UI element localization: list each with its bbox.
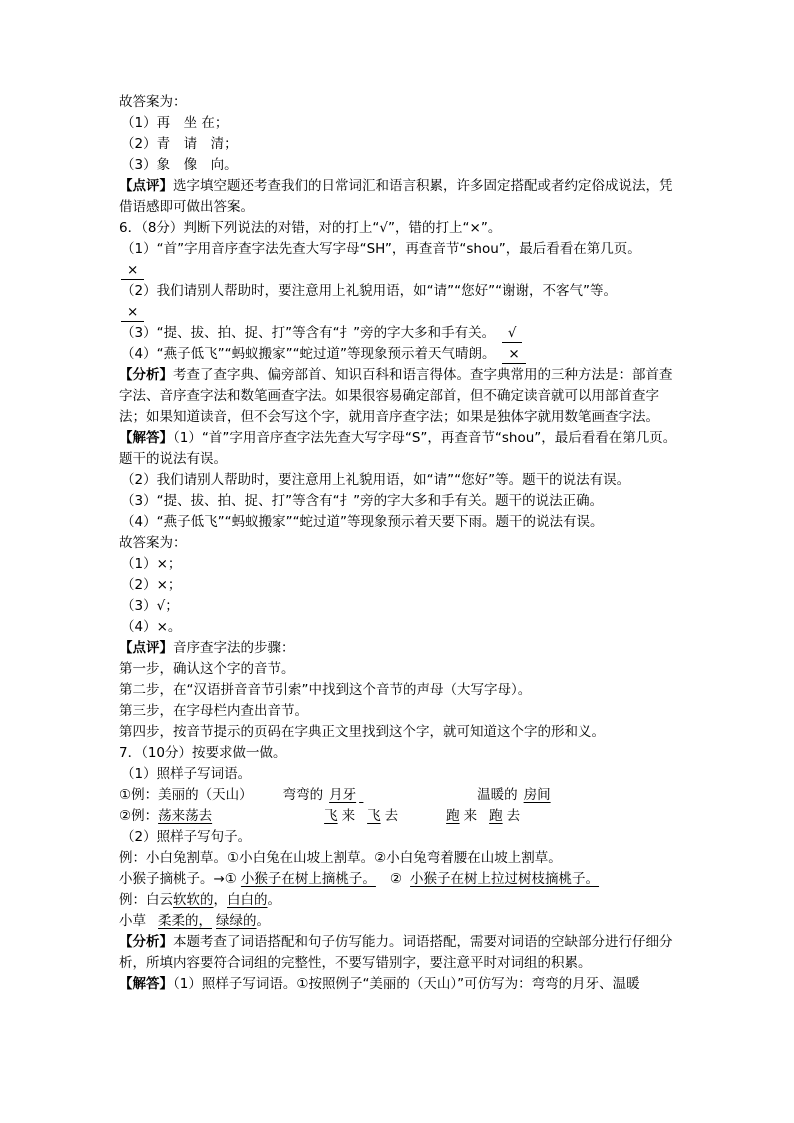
question-7-title: 7．（10分）按要求做一做。	[119, 745, 287, 761]
document-page	[119, 92, 679, 995]
filled-answer: 跑	[489, 808, 503, 824]
analysis-text: 考查了查字典、偏旁部首、知识百科和语言得体。查字典常用的三种方法是：部首查字法、音序查字法和数笔画查字法。如果很容易确定部首，但不确定读音就可以用部首查字法；如果知道读音，但不会写这个字，就用音序查字法；如果是独体字就用数笔画查字法。	[119, 367, 673, 425]
comment-label: 【点评】	[119, 640, 173, 656]
filled-answer: 飞	[324, 808, 338, 824]
solution-text: （1）照样子写词语。①按照例子“美丽的（天山）”可仿写为：弯弯的月牙、温暖	[173, 976, 640, 992]
analysis-text: 本题考查了词语搭配和句子仿写能力。词语搭配，需要对词语的空缺部分进行仔细分析，所填内容要符合词组的完整性，不要写错别字，要注意平时对词组的积累。	[119, 934, 673, 971]
solution-paragraph	[119, 974, 679, 995]
phrase-label: 弯弯的	[282, 787, 324, 803]
separator: 。	[256, 913, 270, 929]
phrase-part: 去	[384, 808, 399, 824]
part-2-heading: （2）照样子写句子。	[121, 829, 252, 845]
statement-1	[119, 239, 679, 260]
sentence-example: 例：小白兔割草。①小白兔在山坡上割草。②小白兔弯着腰在山坡上割草。	[119, 850, 562, 866]
filled-answer: 飞	[367, 808, 381, 824]
example-prefix: ①例：美丽的（天山）	[119, 787, 253, 803]
analysis-paragraph	[119, 365, 679, 428]
part-1-heading: （1）照样子写词语。	[121, 766, 252, 782]
answer-line: （1）再 坐 在；	[121, 115, 229, 131]
comment-paragraph	[119, 638, 679, 659]
comment-text: 选字填空题还考查我们的日常词汇和语言积累，许多固定搭配或者约定俗成说法，凭借语感即可做出答案。	[119, 178, 673, 215]
answer-line: （3）象 像 向。	[121, 157, 238, 173]
phrase-exercise	[119, 911, 679, 932]
solution-label: 【解答】	[119, 430, 173, 446]
word-example-1	[119, 785, 679, 806]
phrase-label: 温暖的	[477, 787, 518, 803]
answer-line: （2）青 请 清；	[121, 136, 238, 152]
statement-4	[119, 344, 679, 365]
judgement-mark: √	[502, 325, 523, 343]
judgement-mark: ×	[502, 346, 525, 364]
statement-1-mark	[119, 260, 679, 281]
filled-answer: 房间	[523, 787, 551, 803]
solution-line: （4）“燕子低飞”“蚂蚁搬家”“蛇过道”等现象预示着天要下雨。题干的说法有误。	[121, 514, 604, 530]
example-word: 白白的	[227, 892, 268, 908]
statement-text: （1）“首”字用音序查字法先查大写字母“SH”，再查音节“shou”，最后看看在第几页。	[121, 241, 641, 257]
answer-intro: 故答案为：	[119, 94, 187, 110]
question-6-title: 6．（8分）判断下列说法的对错，对的打上“√”，错的打上“×”。	[119, 220, 502, 236]
comment-paragraph	[119, 176, 679, 218]
analysis-label: 【分析】	[119, 934, 173, 950]
answer-intro: 故答案为：	[119, 535, 187, 551]
judgement-mark: ×	[121, 304, 144, 322]
phrase-part: 来	[463, 808, 478, 824]
example-word: 软软的	[173, 892, 214, 908]
statement-text: （2）我们请别人帮助时，要注意用上礼貌用语，如“请”“您好”“谢谢，不客气”等。	[121, 283, 618, 299]
filled-answer: 月牙	[329, 787, 357, 803]
answer-line: （2）×；	[121, 577, 182, 593]
step-line: 第三步，在字母栏内查出音节。	[119, 703, 308, 719]
example-prefix: ②例：	[119, 808, 159, 824]
solution-label: 【解答】	[119, 976, 173, 992]
step-line: 第一步，确认这个字的音节。	[119, 661, 295, 677]
comment-text: 音序查字法的步骤：	[173, 640, 295, 656]
statement-text: （4）“燕子低飞”“蚂蚁搬家”“蛇过道”等现象预示着天气晴朗。	[121, 346, 489, 362]
statement-2-mark	[119, 302, 679, 323]
analysis-paragraph	[119, 932, 679, 974]
answer-line: （1）×；	[121, 556, 182, 572]
answer-line: （4）×。	[121, 619, 182, 635]
statement-3	[119, 323, 679, 344]
separator: ，	[198, 913, 212, 929]
phrase-part: 去	[506, 808, 521, 824]
example-prefix: 小草	[119, 913, 146, 929]
filled-answer: 小猴子在树上拉过树枝摘桃子。	[410, 871, 600, 887]
filled-answer: 柔柔的	[158, 913, 199, 929]
example-word: 荡来荡去	[158, 808, 213, 824]
analysis-label: 【分析】	[119, 367, 173, 383]
example-prefix: 例：白云	[119, 892, 173, 908]
separator: 。	[267, 892, 281, 908]
step-line: 第四步，按音节提示的页码在字典正文里找到这个字，就可知道这个字的形和义。	[119, 724, 605, 740]
word-example-2	[119, 806, 679, 827]
sentence-number: ②	[389, 871, 403, 887]
filled-answer: 跑	[446, 808, 460, 824]
phrase-example	[119, 890, 679, 911]
filled-answer: 小猴子在树上摘桃子。	[240, 871, 376, 887]
separator: ，	[213, 892, 227, 908]
sentence-exercise	[119, 869, 679, 890]
solution-paragraph	[119, 428, 679, 470]
answer-line: （3）√；	[121, 598, 179, 614]
solution-text: （1）“首”字用音序查字法先查大写字母“S”，再查音节“shou”，最后看看在第几页。题干的说法有误。	[119, 430, 677, 467]
filled-answer: 绿绿的	[216, 913, 257, 929]
step-line: 第二步，在“汉语拼音音节引索”中找到这个音节的声母（大写字母）。	[119, 682, 532, 698]
comment-label: 【点评】	[119, 178, 173, 194]
phrase-part: 来	[341, 808, 356, 824]
sentence-prompt: 小猴子摘桃子。→①	[119, 871, 237, 887]
judgement-mark: ×	[121, 262, 144, 280]
solution-line: （2）我们请别人帮助时，要注意用上礼貌用语，如“请”“您好”等。题干的说法有误。	[121, 472, 631, 488]
statement-2	[119, 281, 679, 302]
statement-text: （3）“提、拔、拍、捉、打”等含有“扌”旁的字大多和手有关。	[121, 325, 489, 341]
solution-line: （3）“提、拔、拍、捉、打”等含有“扌”旁的字大多和手有关。题干的说法正确。	[121, 493, 604, 509]
